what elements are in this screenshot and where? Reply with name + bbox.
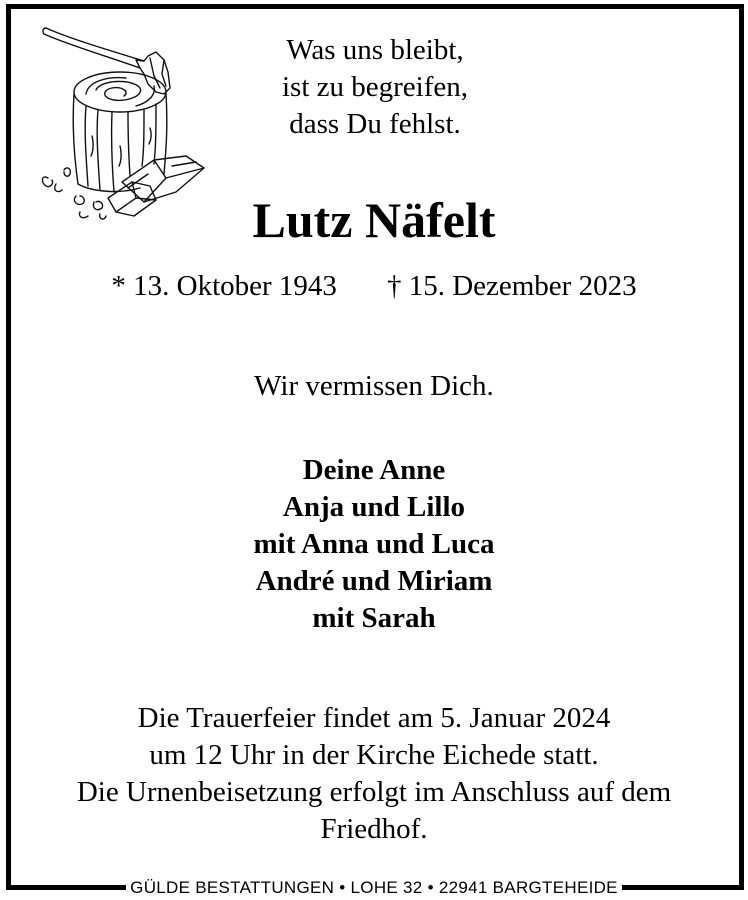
service-line: Friedhof.	[320, 813, 428, 845]
family-member: Deine Anne	[302, 454, 446, 486]
family-member: mit Sarah	[312, 602, 436, 634]
poem-line-3: dass Du fehlst.	[289, 108, 461, 140]
family-member: André und Miriam	[255, 565, 493, 597]
poem-line-1: Was uns bleibt,	[286, 34, 464, 66]
death-date: † 15. Dezember 2023	[386, 270, 637, 302]
poem-line-2: ist zu begreifen,	[281, 71, 468, 103]
service-line: um 12 Uhr in der Kirche Eichede statt.	[149, 739, 599, 771]
birth-date: * 13. Oktober 1943	[111, 270, 337, 302]
life-dates	[0, 268, 748, 304]
funeral-service-info	[0, 700, 748, 848]
mourning-message: Wir vermissen Dich.	[254, 370, 494, 402]
service-line: Die Trauerfeier findet am 5. Januar 2024	[137, 702, 611, 734]
family-list	[0, 452, 748, 637]
family-member: mit Anna und Luca	[253, 528, 495, 560]
service-line: Die Urnenbeisetzung erfolgt im Anschluss auf dem	[76, 776, 672, 808]
funeral-home-footer	[0, 878, 748, 898]
deceased-name: Lutz Näfelt	[252, 192, 496, 248]
family-member: Anja und Lillo	[282, 491, 466, 523]
memorial-poem	[240, 32, 510, 143]
funeral-home-address: GÜLDE BESTATTUNGEN • LOHE 32 • 22941 BARGTEHEIDE	[126, 878, 622, 897]
